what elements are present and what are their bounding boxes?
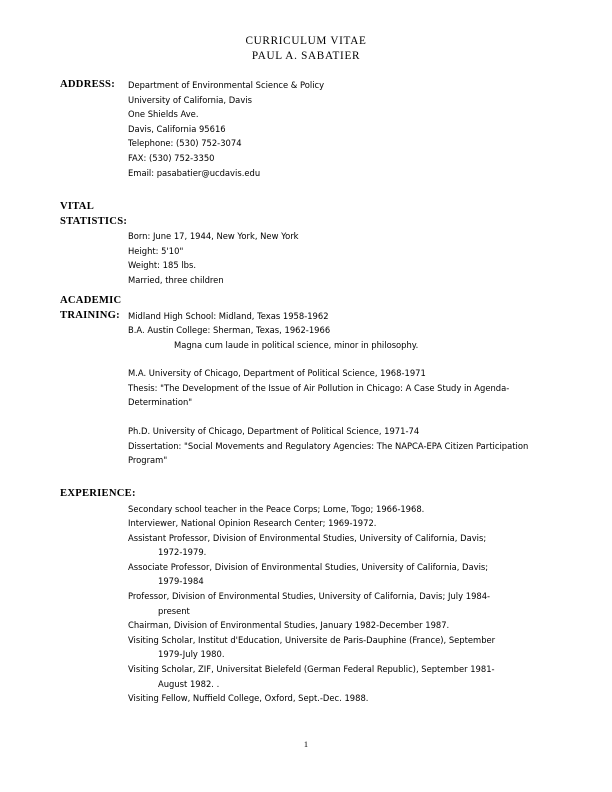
vital-born: Born: June 17, 1944, New York, New York [128, 231, 299, 241]
section-experience [60, 487, 560, 706]
vital-statistics-label-stack [60, 200, 130, 229]
vital-statistics-label-line2: STATISTICS: [60, 215, 128, 227]
address-fax: FAX: (530) 752-3350 [128, 152, 215, 163]
address-body [128, 78, 560, 180]
address-line: One Shields Ave. [128, 109, 199, 120]
section-address [60, 78, 560, 180]
document-title-block [0, 34, 612, 64]
vital-statistics-label-line1: VITAL [60, 201, 95, 212]
experience-entry: Visiting Fellow, Nuffield College, Oxford, Sept.-Dec. 1988. [128, 693, 369, 704]
vital-weight: Weight: 185 lbs. [128, 260, 196, 271]
experience-entry: Visiting Scholar, ZIF, Universitat Bielefeld (German Federal Republic), September 1981- [128, 664, 495, 675]
spacer [128, 352, 560, 366]
experience-entry-continuation: 1972-1979. [158, 547, 207, 558]
address-telephone: Telephone: (530) 752-3074 [128, 138, 242, 149]
page-number: 1 [303, 740, 309, 749]
experience-entry: Visiting Scholar, Institut d'Education, Universite de Paris-Dauphine (France), September [128, 634, 496, 645]
address-line: Davis, California 95616 [128, 123, 226, 134]
academic-training-label-line2: TRAINING: [60, 309, 120, 321]
address-line: University of California, Davis [128, 94, 252, 105]
academic-phd: Ph.D. University of Chicago, Department of Political Science, 1971-74 [128, 426, 420, 437]
section-vital-statistics [60, 200, 560, 287]
vital-family: Married, three children [128, 274, 224, 285]
academic-training-label-line1: ACADEMIC [60, 295, 122, 306]
address-email: Email: pasabatier@ucdavis.edu [128, 167, 261, 178]
experience-entry: Chairman, Division of Environmental Studies, January 1982-December 1987. [128, 620, 450, 631]
experience-entry: Associate Professor, Division of Environmental Studies, University of California, Davis; [128, 561, 489, 572]
vital-statistics-body [128, 200, 560, 287]
experience-entry: Secondary school teacher in the Peace Corps; Lome, Togo; 1966-1968. [128, 503, 425, 514]
experience-entry: Professor, Division of Environmental Studies, University of California, Davis; July 1984- [128, 591, 491, 602]
page-title: CURRICULUM VITAE [245, 35, 367, 47]
academic-ma-thesis: Thesis: "The Development of the Issue of Air Pollution in Chicago: A Case Study in Agenda-Determination" [128, 382, 510, 408]
academic-training-body [128, 294, 560, 468]
experience-entry: Assistant Professor, Division of Environmental Studies, University of California, Davis; [128, 532, 487, 543]
vital-height: Height: 5'10" [128, 245, 184, 256]
spacer [128, 410, 560, 424]
section-academic-training [60, 294, 560, 468]
experience-entry-continuation: 1979-1984 [158, 576, 204, 587]
academic-phd-dissertation: Dissertation: "Social Movements and Regulatory Agencies: The NAPCA-EPA Citizen Participation Program" [128, 440, 529, 466]
experience-body [128, 487, 560, 706]
address-label-stack [60, 78, 130, 93]
academic-training-label-stack [60, 294, 130, 323]
academic-ma: M.A. University of Chicago, Department of Political Science, 1968-1971 [128, 368, 426, 379]
experience-entry: Interviewer, National Opinion Research Center; 1969-1972. [128, 518, 377, 529]
experience-label-stack [60, 487, 136, 502]
academic-ba-honors: Magna cum laude in political science, minor in philosophy. [174, 339, 419, 350]
experience-entry-continuation: present [158, 605, 190, 616]
experience-entry-continuation: 1979-July 1980. [158, 649, 225, 660]
experience-entry-continuation: August 1982. . [158, 678, 220, 689]
address-label: ADDRESS: [60, 79, 115, 90]
experience-label: EXPERIENCE: [60, 488, 136, 499]
author-name: PAUL A. SABATIER [251, 50, 361, 62]
academic-high-school: Midland High School: Midland, Texas 1958-1962 [128, 310, 329, 321]
academic-ba: B.A. Austin College: Sherman, Texas, 1962-1966 [128, 325, 331, 336]
address-line: Department of Environmental Science & Policy [128, 80, 325, 90]
